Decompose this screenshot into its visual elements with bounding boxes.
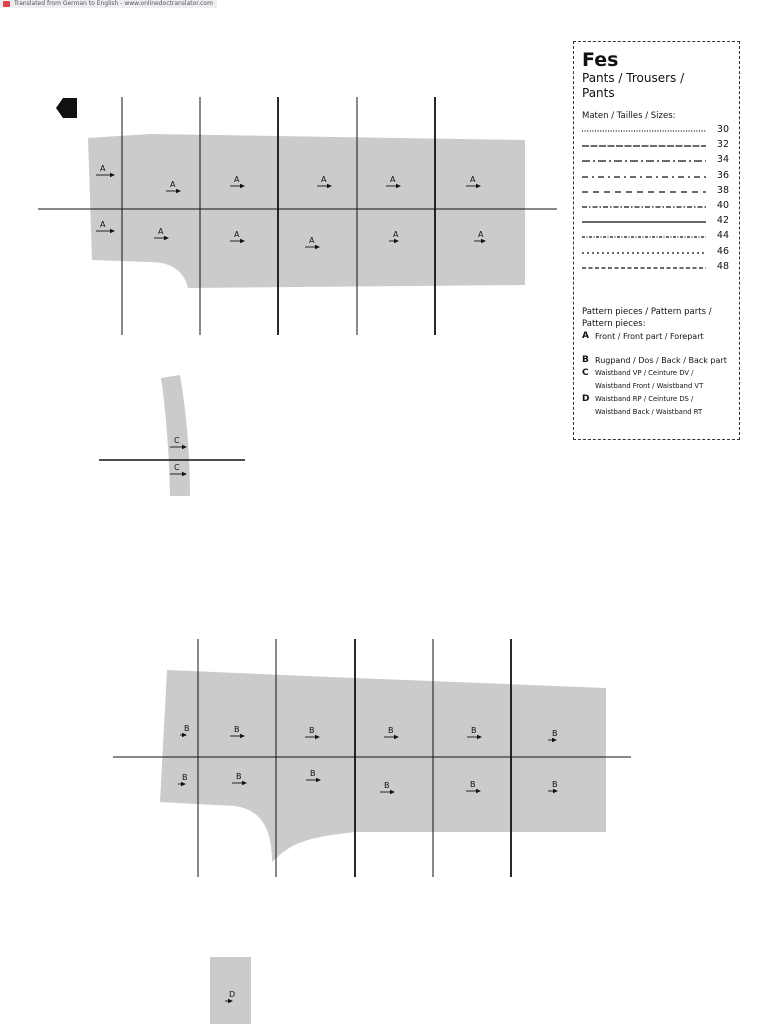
- legend-box: [573, 41, 740, 440]
- piece-letter-label: B: [184, 724, 190, 733]
- pattern-subtitle: Pants / Trousers / Pants: [582, 71, 685, 100]
- piece-a-entry: [582, 330, 731, 343]
- piece-letter-label: B: [471, 726, 477, 735]
- size-row-40: [582, 200, 731, 215]
- size-label: 36: [716, 169, 729, 181]
- size-list: [582, 124, 731, 276]
- piece-description: Waistband RP / Ceinture DS / Waistband Back / Waistband RT: [595, 394, 703, 416]
- size-line-sample: [582, 159, 707, 163]
- size-row-38: [582, 185, 731, 200]
- piece-letter-label: B: [552, 729, 558, 738]
- piece-letter: A: [582, 330, 589, 341]
- piece-letter-label: A: [100, 164, 106, 173]
- piece-letter-label: A: [158, 227, 164, 236]
- size-row-32: [582, 139, 731, 154]
- piece-letter-label: B: [310, 769, 316, 778]
- piece-letter-label: A: [393, 230, 399, 239]
- size-row-46: [582, 246, 731, 261]
- pattern-pieces-label: Pattern pieces / Pattern parts / Pattern pieces:: [582, 306, 712, 329]
- piece-letter-label: B: [309, 726, 315, 735]
- size-label: 44: [716, 230, 729, 242]
- size-label: 48: [716, 260, 729, 272]
- piece-letter-label: A: [478, 230, 484, 239]
- piece-letter-label: B: [384, 781, 390, 790]
- piece-c-entry: [582, 367, 731, 393]
- size-marker: [56, 98, 77, 118]
- size-row-44: [582, 230, 731, 245]
- piece-letter-label: B: [552, 780, 558, 789]
- piece-letter-label: A: [234, 175, 240, 184]
- size-row-36: [582, 170, 731, 185]
- size-line-sample: [582, 251, 707, 255]
- size-label: 38: [716, 184, 729, 196]
- piece-letter-label: A: [390, 175, 396, 184]
- pattern-title: Fes: [582, 49, 619, 71]
- piece-letter-label: B: [236, 772, 242, 781]
- piece-letter-label: A: [470, 175, 476, 184]
- size-row-42: [582, 215, 731, 230]
- piece-letter: C: [582, 367, 589, 378]
- piece-letter-label: B: [470, 780, 476, 789]
- piece-letter-label: C: [174, 463, 180, 472]
- piece-letter-label: B: [234, 725, 240, 734]
- piece-b-entry: [582, 354, 731, 367]
- size-line-sample: [582, 205, 707, 209]
- banner-text: Translated from German to English - www.onlinedoctranslator.com: [14, 0, 213, 7]
- piece-letter-label: A: [170, 180, 176, 189]
- piece-description: Rugpand / Dos / Back / Back part: [595, 355, 727, 365]
- size-row-34: [582, 154, 731, 169]
- size-line-sample: [582, 190, 707, 194]
- piece-letter: B: [582, 354, 589, 365]
- piece-letter-label: B: [388, 726, 394, 735]
- size-row-48: [582, 261, 731, 276]
- size-markers: [56, 98, 77, 118]
- marker-shape-icon: [56, 98, 77, 118]
- piece-d-entry: [582, 393, 731, 419]
- piece-letter-label: D: [229, 990, 236, 999]
- piece-description: Waistband VP / Ceinture DV / Waistband Front / Waistband VT: [595, 368, 704, 390]
- piece-labels: [96, 164, 558, 1003]
- size-line-sample: [582, 175, 707, 179]
- size-row-30: [582, 124, 731, 139]
- piece-letter-label: B: [182, 773, 188, 782]
- size-label: 42: [716, 215, 729, 227]
- size-line-sample: [582, 266, 707, 270]
- size-line-sample: [582, 144, 707, 148]
- piece-description: Front / Front part / Forepart: [595, 331, 704, 341]
- piece-letter-label: A: [309, 236, 315, 245]
- size-label: 46: [716, 245, 729, 257]
- piece-letter-label: A: [234, 230, 240, 239]
- piece-b-shape: [160, 670, 606, 862]
- size-line-sample: [582, 129, 707, 133]
- piece-letter: D: [582, 393, 590, 404]
- size-line-sample: [582, 220, 707, 224]
- size-label: 40: [716, 199, 729, 211]
- size-label: 32: [716, 139, 729, 151]
- piece-a-shape: [88, 134, 525, 288]
- piece-letter-label: A: [321, 175, 327, 184]
- sizes-label: Maten / Tailles / Sizes:: [582, 111, 676, 121]
- size-line-sample: [582, 235, 707, 239]
- size-label: 34: [716, 154, 729, 166]
- piece-letter-label: C: [174, 436, 180, 445]
- piece-letter-label: A: [100, 220, 106, 229]
- size-label: 30: [716, 124, 729, 135]
